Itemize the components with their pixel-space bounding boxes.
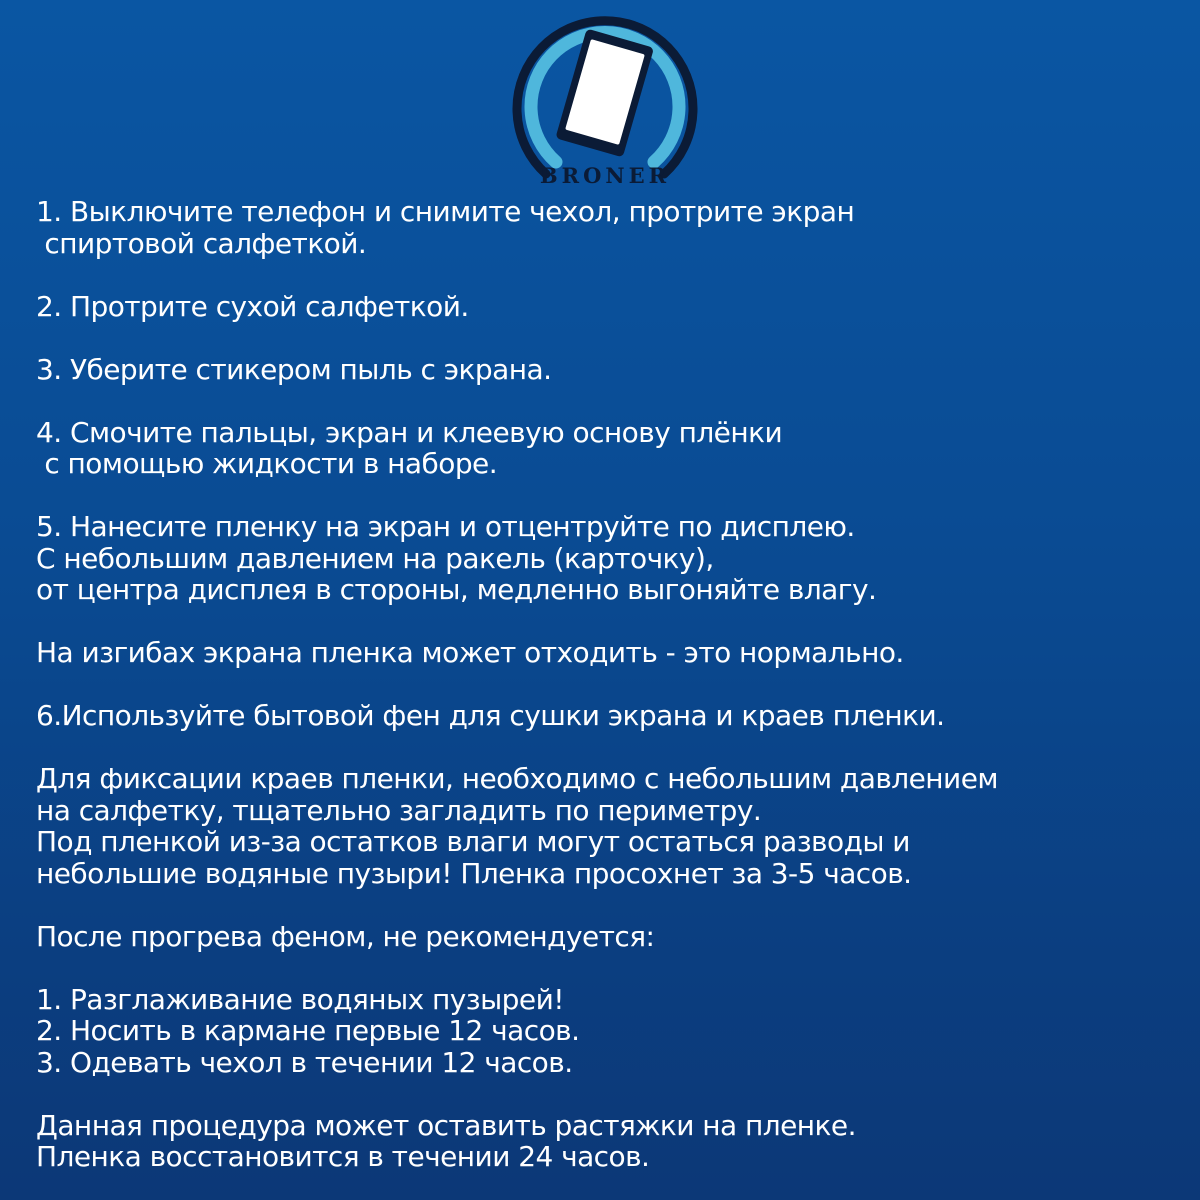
paragraph-spacer <box>36 889 1176 921</box>
instruction-paragraph <box>36 763 1176 889</box>
instruction-line: После прогрева феном, не рекомендуется: <box>36 919 655 953</box>
instruction-line: 2. Протрите сухой салфеткой. <box>36 289 469 323</box>
instruction-line: Под пленкой из-за остатков влаги могут остаться разводы и <box>36 825 910 858</box>
paragraph-spacer <box>36 322 1176 354</box>
instruction-paragraph <box>36 700 1176 732</box>
instruction-line: 3. Уберите стикером пыль с экрана. <box>36 352 552 386</box>
paragraph-spacer <box>36 952 1176 984</box>
paragraph-spacer <box>36 732 1176 764</box>
instruction-line: 1. Выключите телефон и снимите чехол, протрите экран <box>36 195 855 228</box>
instruction-paragraph <box>36 291 1176 323</box>
instruction-paragraph <box>36 1110 1176 1173</box>
paragraph-spacer <box>36 606 1176 638</box>
brand-name: BRONER <box>539 163 671 188</box>
instruction-line: 2. Носить в кармане первые 12 часов. <box>36 1014 580 1047</box>
paragraph-spacer <box>36 1078 1176 1110</box>
instruction-line: Для фиксации краев пленки, необходимо с небольшим давлением <box>36 762 998 795</box>
instruction-line: С небольшим давлением на ракель (карточку), <box>36 541 714 575</box>
instruction-line: 5. Нанесите пленку на экран и отцентруйте по дисплею. <box>36 510 855 543</box>
instruction-paragraph <box>36 417 1176 480</box>
instruction-paragraph <box>36 354 1176 386</box>
paragraph-spacer <box>36 480 1176 512</box>
broner-logo <box>510 4 700 190</box>
instruction-line: Пленка восстановится в течении 24 часов. <box>36 1140 650 1173</box>
instruction-line: спиртовой салфеткой. <box>36 226 367 260</box>
instruction-line: с помощью жидкости в наборе. <box>36 447 498 480</box>
instruction-paragraph <box>36 637 1176 669</box>
instruction-line: На изгибах экрана пленка может отходить - это нормально. <box>36 636 904 669</box>
paragraph-spacer <box>36 259 1176 291</box>
instruction-line: 1. Разглаживание водяных пузырей! <box>36 982 564 1016</box>
instruction-paragraph <box>36 921 1176 953</box>
instruction-line: 3. Одевать чехол в течении 12 часов. <box>36 1045 573 1079</box>
instruction-line: на салфетку, тщательно загладить по периметру. <box>36 793 762 827</box>
instruction-paragraph <box>36 511 1176 606</box>
instructions <box>36 196 1176 1173</box>
instruction-line: от центра дисплея в стороны, медленно выгоняйте влагу. <box>36 573 877 606</box>
paragraph-spacer <box>36 669 1176 701</box>
instruction-line: небольшие водяные пузыри! Пленка просохнет за 3-5 часов. <box>36 856 912 890</box>
instruction-line: 6.Используйте бытовой фен для сушки экрана и краев пленки. <box>36 699 945 732</box>
instruction-line: 4. Смочите пальцы, экран и клеевую основу плёнки <box>36 415 783 449</box>
instruction-line: Данная процедура может оставить растяжки на пленке. <box>36 1108 856 1142</box>
paragraph-spacer <box>36 385 1176 417</box>
instruction-paragraph <box>36 984 1176 1079</box>
instruction-paragraph <box>36 196 1176 259</box>
